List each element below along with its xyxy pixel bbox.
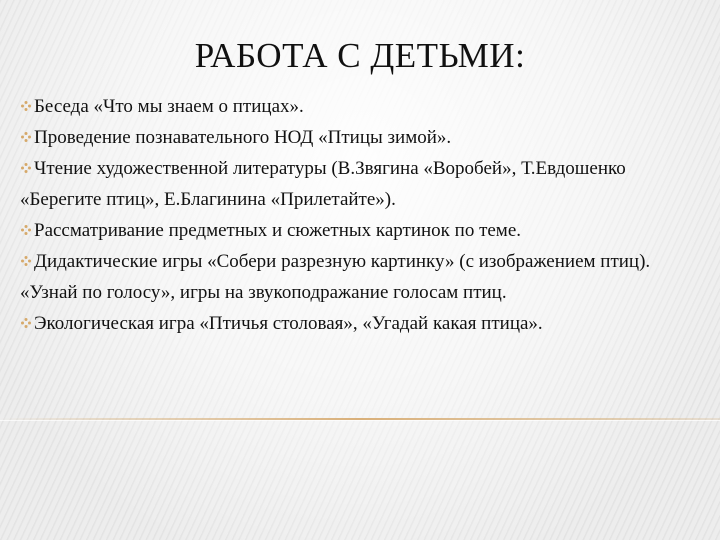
bullet-item <box>20 122 712 153</box>
bullet-item <box>20 246 712 308</box>
bullet-text: Дидактические игры «Собери разрезную картинку» (с изображением птиц). «Узнай по голосу», игры на звукоподражание голосам птиц. <box>20 251 651 303</box>
bullet-item <box>20 308 712 339</box>
bullet-text: Проведение познавательного НОД «Птицы зимой». <box>34 127 452 148</box>
bullet-text: Чтение художественной литературы (В.Звягина «Воробей», Т.Евдошенко «Берегите птиц», Е.Благинина «Прилетайте»). <box>20 158 626 210</box>
bullet-text: Беседа «Что мы знаем о птицах». <box>34 96 304 117</box>
bullet-list <box>20 91 712 339</box>
bullet-item <box>20 153 712 215</box>
diamond-bullet-icon <box>20 224 34 236</box>
diamond-bullet-icon <box>20 100 34 112</box>
bullet-text: Экологическая игра «Птичья столовая», «Угадай какая птица». <box>34 313 543 334</box>
diamond-bullet-icon <box>20 131 34 143</box>
diamond-bullet-icon <box>20 255 34 267</box>
bullet-item <box>20 215 712 246</box>
footer-divider-highlight <box>0 420 720 421</box>
diamond-bullet-icon <box>20 162 34 174</box>
diamond-bullet-icon <box>20 317 34 329</box>
bullet-text: Рассматривание предметных и сюжетных картинок по теме. <box>34 220 522 241</box>
bullet-item <box>20 91 712 122</box>
slide-title: РАБОТА С ДЕТЬМИ: <box>194 36 526 75</box>
